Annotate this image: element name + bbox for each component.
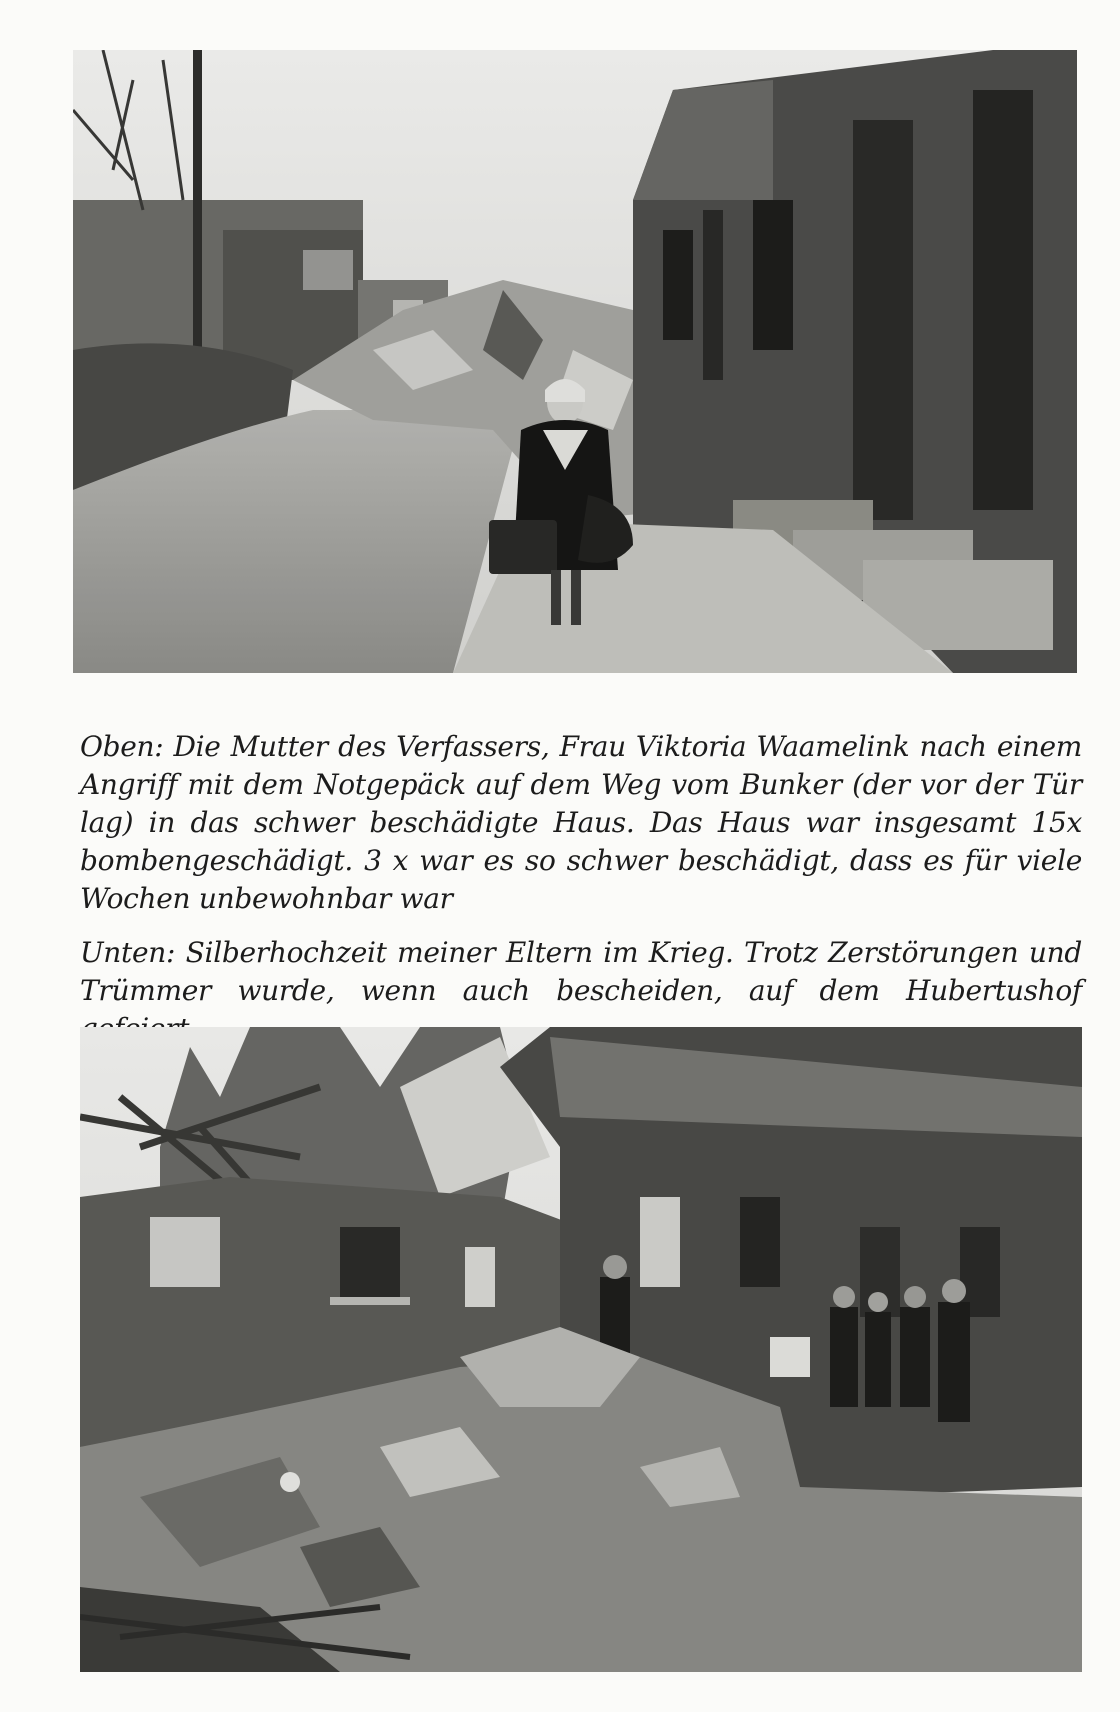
photo-top-ruined-street — [73, 50, 1077, 673]
caption-top: Oben: Die Mutter des Verfassers, Frau Viktoria Waamelink nach einem Angriff mit dem Notgepäck auf dem Weg vom Bunker (der vor der Tür lag) in das schwer beschädigte Haus. Das Haus war insgesamt 15x bombengeschädigt. 3 x war es so schwer beschädigt, dass es für viele Wochen unbewohnbar war — [80, 730, 1082, 915]
photo-bottom-damaged-houses — [80, 1027, 1082, 1672]
caption-bottom: Unten: Silberhochzeit meiner Eltern im Krieg. Trotz Zerstörungen und Trümmer wurde, wenn auch bescheiden, auf dem Hubertushof — [80, 936, 1082, 1007]
photo-top-illustration — [73, 50, 1077, 673]
photo-bottom-illustration — [80, 1027, 1082, 1672]
